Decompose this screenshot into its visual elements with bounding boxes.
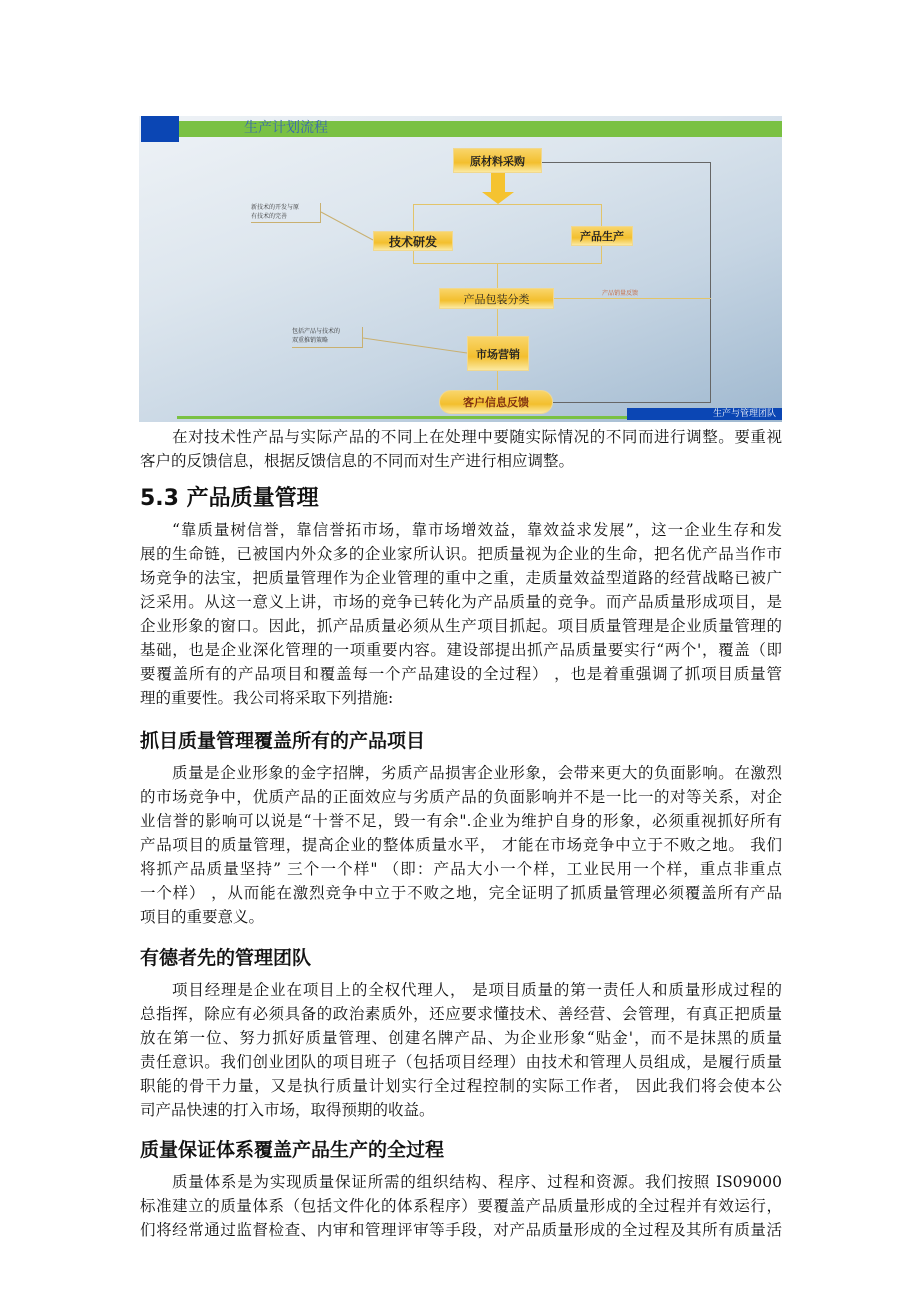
marketing-note bbox=[292, 327, 363, 348]
node-rd: 技术研发 bbox=[373, 231, 453, 251]
text-line: 的市场竞争中，优质产品的正面效应与劣质产品的负面影响并不是一比一的对等关系，对企 bbox=[140, 788, 782, 806]
node-production: 产品生产 bbox=[571, 226, 633, 246]
text-line: 质量是企业形象的金字招牌，劣质产品损害企业形象，会带来更大的负面影响。在激烈 bbox=[172, 764, 782, 782]
paragraph bbox=[140, 1170, 782, 1242]
subsection-heading: 质量保证体系覆盖产品生产的全过程 bbox=[140, 1139, 445, 1161]
text-line: 职能的骨干力量，又是执行质量计划实行全过程控制的实际工作者， 因此我们将会使本公 bbox=[140, 1077, 782, 1095]
text-line: 要覆盖所有的产品项目和覆盖每一个产品建设的全过程） ，也是着重强调了抓项目质量管 bbox=[140, 665, 782, 683]
sales-feedback-label: 产品销量反馈 bbox=[602, 290, 639, 297]
paragraph bbox=[140, 978, 782, 1122]
text-line: 标准建立的质量体系（包括文件化的体系程序）要覆盖产品质量形成的全过程并有效运行， bbox=[140, 1197, 782, 1215]
text-line: 放在第一位、努力抓好质量管理、创建名牌产品、为企业形象“贴金'，而不是抹黑的质量 bbox=[140, 1029, 782, 1047]
text-line: 在对技术性产品与实际产品的不同上在处理中要随实际情况的不同而进行调整。要重视 bbox=[172, 428, 782, 446]
production-plan-flowchart bbox=[139, 116, 782, 422]
note-line: 有技术的完善 bbox=[251, 213, 288, 220]
text-line: 泛采用。从这一意义上讲，市场的竞争已转化为产品质量的竞争。而产品质量形成项目，是 bbox=[140, 593, 782, 611]
text-line: 企业形象的窗口。因此，抓产品质量必须从生产项目抓起。项目质量管理是企业质量管理的 bbox=[140, 617, 782, 635]
text-line: 司产品快速的打入市场，取得预期的收益。 bbox=[140, 1101, 435, 1119]
text-line: 项目经理是企业在项目上的全权代理人， 是项目质量的第一责任人和质量形成过程的 bbox=[172, 981, 782, 999]
text-line: 总指挥，除应有必须具备的政治素质外，还应要求懂技术、善经营、会管理，有真正把质量 bbox=[140, 1005, 782, 1023]
section-heading: 5.3 产品质量管理 bbox=[140, 486, 319, 511]
text-line: “靠质量树信誉，靠信誉拓市场，靠市场增效益，靠效益求发展”，这一企业生存和发 bbox=[172, 521, 782, 539]
paragraph bbox=[140, 761, 782, 929]
team-banner: 生产与管理团队 bbox=[627, 408, 782, 420]
text-line: 一个样） ，从而能在激烈竞争中立于不败之地，完全证明了抓质量管理必须覆盖所有产品 bbox=[140, 884, 782, 902]
text-line: 基础，也是企业深化管理的一项重要内容。建设部提出抓产品质量要实行“两个'，覆盖（即 bbox=[140, 641, 782, 659]
text-line: 项目的重要意义。 bbox=[140, 908, 265, 926]
text-line: 客户的反馈信息，根据反馈信息的不同而对生产进行相应调整。 bbox=[140, 452, 575, 470]
note-line: 新技术的开发与原 bbox=[251, 204, 300, 211]
text-line: 产品项目的质量管理，提高企业的整体质量水平， 才能在市场竞争中立于不败之地。 我们 bbox=[140, 836, 782, 854]
text-line: 将抓产品质量坚持” 三个一个样" （即：产品大小一个样，工业民用一个样，重点非重点 bbox=[140, 860, 782, 878]
paragraph bbox=[140, 425, 782, 473]
text-line: 们将经常通过监督检查、内审和管理评审等手段，对产品质量形成的全过程及其所有质量活 bbox=[140, 1221, 782, 1239]
flowchart-title: 生产计划流程 bbox=[244, 120, 328, 136]
note-line: 包括产品与技术的 bbox=[292, 328, 341, 335]
note-line: 双重推销策略 bbox=[292, 337, 329, 344]
text-line: 展的生命链，已被国内外众多的企业家所认识。把质量视为企业的生命，把名优产品当作市 bbox=[140, 545, 782, 563]
node-packaging: 产品包装分类 bbox=[439, 288, 554, 309]
rd-note bbox=[251, 203, 321, 223]
down-arrow-icon bbox=[482, 173, 514, 204]
text-line: 质量体系是为实现质量保证所需的组织结构、程序、过程和资源。我们按照 IS09000 bbox=[172, 1173, 782, 1191]
text-line: 业信誉的影响可以说是“十誉不足，毁一有余".企业为维护自身的形象，必须重视抓好所有 bbox=[140, 812, 782, 830]
text-line: 责任意识。我们创业团队的项目班子（包括项目经理）由技术和管理人员组成，是履行质量 bbox=[140, 1053, 782, 1071]
subsection-heading: 抓目质量管理覆盖所有的产品项目 bbox=[140, 730, 426, 752]
text-line: 场竞争的法宝，把质量管理作为企业管理的重中之重，走质量效益型道路的经营战略已被广 bbox=[140, 569, 782, 587]
footer-green-line bbox=[177, 416, 629, 419]
paragraph bbox=[140, 518, 782, 710]
node-purchase: 原材料采购 bbox=[453, 148, 542, 173]
text-line: 理的重要性。我公司将采取下列措施: bbox=[140, 689, 394, 707]
node-feedback: 客户信息反馈 bbox=[439, 390, 553, 414]
node-marketing: 市场营销 bbox=[467, 336, 529, 371]
subsection-heading: 有德者先的管理团队 bbox=[140, 947, 312, 969]
